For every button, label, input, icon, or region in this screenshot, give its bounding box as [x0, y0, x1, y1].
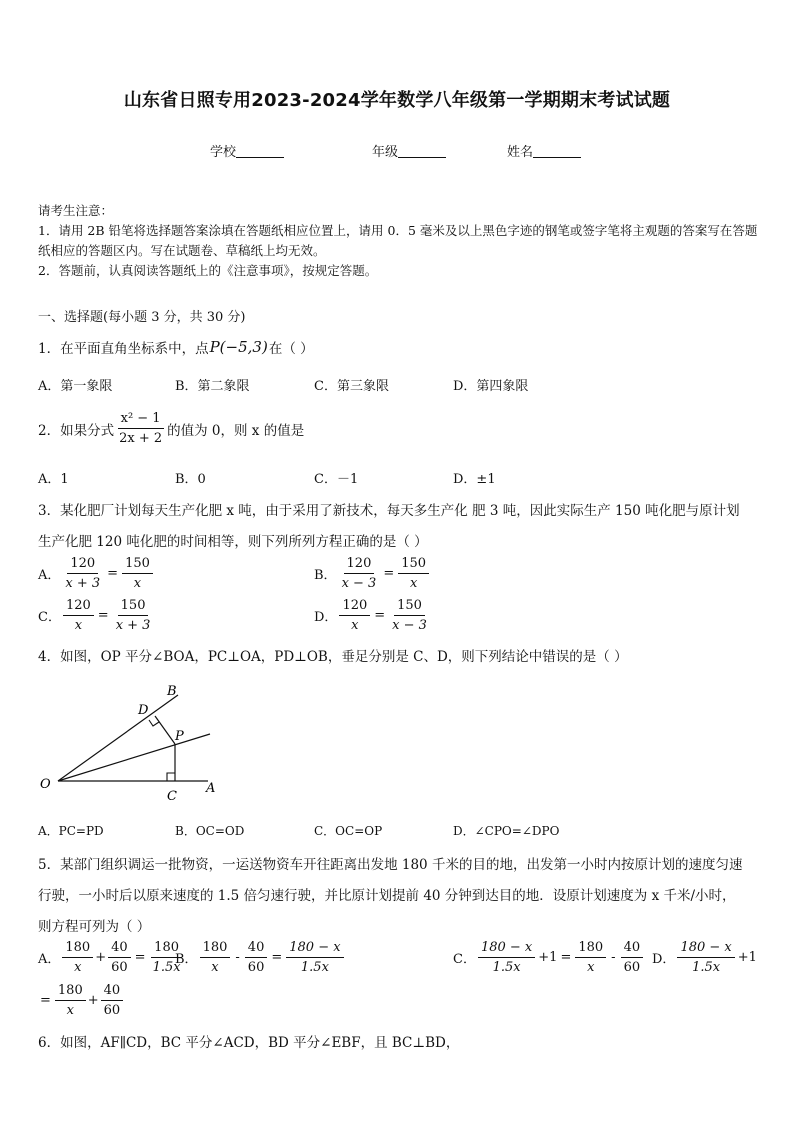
q1-option-d: D．第四象限 — [453, 379, 529, 394]
question-2 — [38, 411, 304, 446]
ray-ob — [58, 695, 178, 781]
q2-option-d: D．±1 — [453, 472, 496, 487]
question-3-line-2: 生产化肥 120 吨化肥的时间相等，则下列所列方程正确的是（ ） — [38, 534, 428, 550]
label-b: B — [167, 684, 177, 699]
q3-option-c: C． $\frac{120}{x}$ = $\frac{150}{x + 3}$ — [38, 598, 151, 633]
question-3-line-1: 3．某化肥厂计划每天生产化肥 x 吨，由于采用了新技术，每天多生产化 肥 3 吨，因此实际生产 150 吨化肥与原计划 — [38, 503, 740, 519]
name-label: 姓名 — [507, 145, 534, 160]
q2-option-a: A．1 — [38, 472, 69, 487]
question-5-line-1: 5．某部门组织调运一批物资，一运送物资车开往距离出发地 180 千米的目的地，出发第一小时内按原计划的速度匀速 — [38, 857, 743, 873]
segment-pd — [155, 716, 175, 744]
question-5-line-3: 则方程可列为（ ） — [38, 919, 151, 935]
q5-option-c: C． $\frac{180 - x}{1.5x}$ +1 = $\frac{180}{x}$ - $\frac{40}{60}$ — [453, 940, 645, 975]
grade-field — [372, 141, 446, 160]
question-6: 6．如图，AF∥CD，BC 平分∠ACD，BD 平分∠EBF，且 BC⊥BD， — [38, 1035, 460, 1051]
name-field — [507, 141, 581, 160]
q2-option-b: B．0 — [175, 472, 206, 487]
label-d: D — [138, 703, 149, 718]
q5-option-b: B． $\frac{180}{x}$ - $\frac{40}{60}$ = $\frac{180 - x}{1.5x}$ — [175, 940, 346, 975]
q1-option-b: B．第二象限 — [175, 379, 250, 394]
q5-option-d: D． $\frac{180 - x}{1.5x}$ +1 — [652, 940, 757, 975]
ray-op — [58, 734, 210, 781]
label-c: C — [167, 789, 177, 804]
label-p: P — [175, 729, 184, 744]
q1-text-end: 在（ ） — [268, 341, 314, 357]
q4-option-a: A．PC=PD — [38, 824, 104, 838]
notice-item-2: 2．答题前，认真阅读答题纸上的《注意事项》，按规定答题。 — [38, 263, 378, 278]
q1-point: P(−5,3) — [209, 338, 268, 356]
notice-block — [38, 201, 760, 281]
right-angle-c — [167, 773, 175, 781]
question-4: 4．如图，OP 平分∠BOA，PC⊥OA，PD⊥OB，垂足分别是 C、D，则下列结论中错误的是（ ） — [38, 649, 628, 665]
name-blank — [533, 145, 581, 158]
section-heading: 一、选择题(每小题 3 分，共 30 分) — [38, 310, 246, 325]
q3-option-b: B． $\frac{120}{x - 3}$ = $\frac{150}{x}$ — [314, 556, 431, 591]
notice-heading: 请考生注意： — [38, 203, 114, 218]
question-5-line-2: 行驶，一小时后以原来速度的 1.5 倍匀速行驶，并比原计划提前 40 分钟到达目的地．设原计划速度为 x 千米/小时， — [38, 888, 736, 904]
page-title: 山东省日照专用2023-2024学年数学八年级第一学期期末考试试题 — [123, 90, 671, 111]
grade-blank — [398, 145, 446, 158]
q5-option-a: A． $\frac{180}{x}$ + $\frac{40}{60}$ = $\frac{180}{1.5x}$ — [38, 940, 181, 975]
q2-text: 2．如果分式 — [38, 422, 115, 439]
label-a: A — [206, 781, 216, 796]
q3-option-a: A． $\frac{120}{x + 3}$ = $\frac{150}{x}$ — [38, 556, 155, 591]
right-angle-d — [149, 720, 159, 726]
school-label: 学校 — [210, 145, 237, 160]
q3-option-d: D． $\frac{120}{x}$ = $\frac{150}{x - 3}$ — [314, 598, 427, 633]
grade-label: 年级 — [372, 145, 399, 160]
school-blank — [236, 145, 284, 158]
q4-option-d: D．∠CPO=∠DPO — [453, 824, 560, 838]
q1-text: 1．在平面直角坐标系中，点 — [38, 341, 209, 357]
school-field — [210, 141, 284, 160]
q1-option-c: C．第三象限 — [314, 379, 389, 394]
label-o: O — [40, 777, 51, 792]
angle-bisector-figure — [30, 675, 230, 810]
notice-item-1: 1．请用 2B 铅笔将选择题答案涂填在答题纸相应位置上，请用 0．5 毫米及以上黑色字迹的钢笔或签字笔将主观题的答案写在答题纸相应的答题区内。写在试题卷、草稿纸上均无效。 — [38, 223, 758, 258]
q2-fraction: $\frac{\text{x² − 1}}{2x + 2}$ — [119, 411, 163, 446]
q1-option-a: A．第一象限 — [38, 379, 113, 394]
question-1 — [38, 337, 314, 357]
q4-option-b: B．OC=OD — [175, 824, 245, 838]
q5-option-d-continued: = $\frac{180}{x}$ + $\frac{40}{60}$ — [38, 983, 125, 1018]
q2-text-end: 的值为 0，则 x 的值是 — [167, 422, 305, 439]
q2-option-c: C．－1 — [314, 472, 359, 487]
q4-option-c: C．OC=OP — [314, 824, 383, 838]
